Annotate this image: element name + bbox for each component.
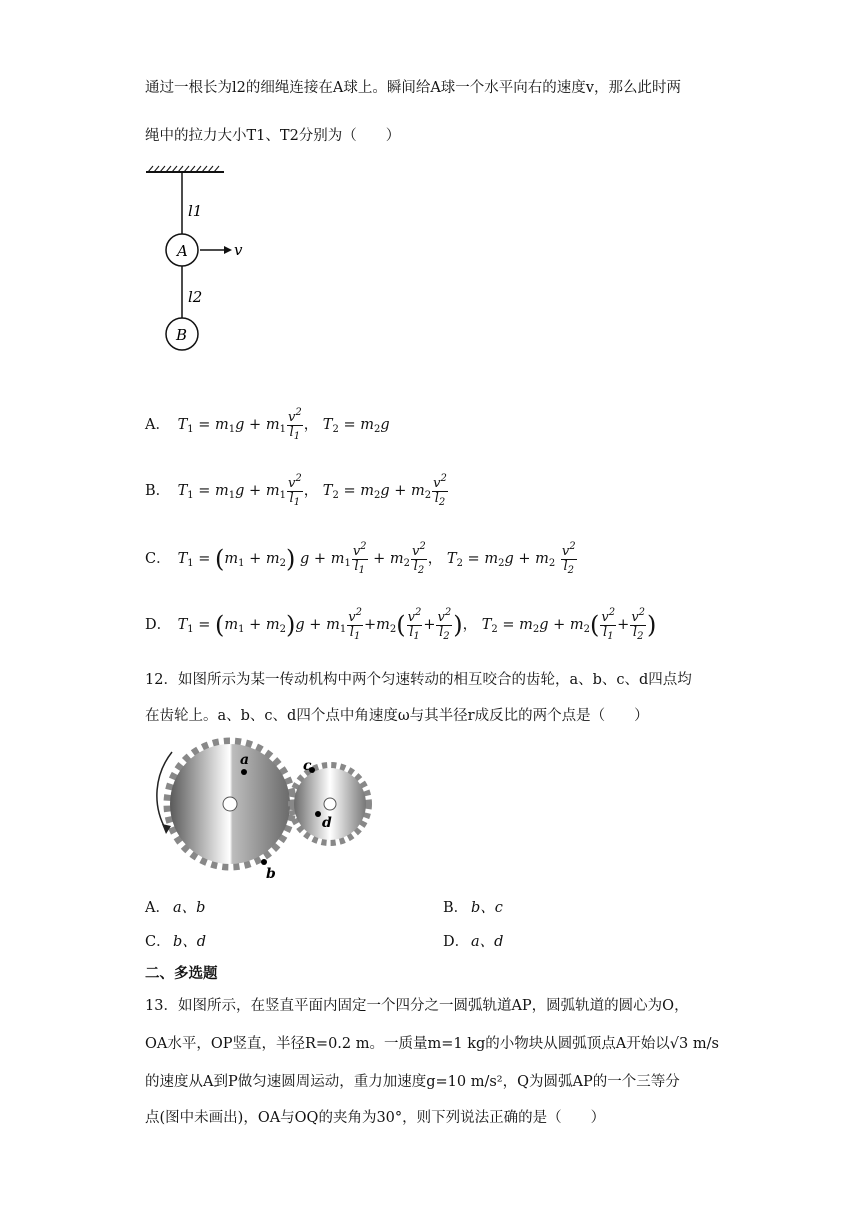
q11-option-b[interactable]: B． $T_1 = m_1g + m_1$ $\frac{v^2}{l_1}$ ， $T_2 = m_2g + m_2$ $\frac{v^2}{l_2}$ [145, 473, 447, 508]
q11-stem-line-2: 绳中的拉力大小T1、T2分别为（ ） [145, 128, 401, 144]
q13-stem-line-4: 点(图中未画出)，OA与OQ的夹角为30°，则下列说法正确的是（ ） [145, 1110, 606, 1126]
label-l2: l2 [188, 288, 203, 306]
q13-stem-line-3: 的速度从A到P做匀速圆周运动，重力加速度g=10 m/s²，Q为圆弧AP的一个三等分 [145, 1074, 680, 1090]
q12-option-a[interactable]: A． a、b [145, 900, 206, 916]
label-b: b [266, 866, 276, 882]
point-a [241, 769, 247, 775]
q11-option-d[interactable]: D． $T_1 = (m_1 + m_2)g + m_1$ $\frac{v^2}{l_1}$ $+m_2$( $\frac{v^2}{l_1}$ + $\frac{v^2}{l_2}$ )， $T_2 = m_2g + m_2$( $\frac{v^2}{l_1}$ + $\frac{v^2}{l_2}$ ) [145, 607, 657, 642]
label-c: c [303, 758, 312, 774]
q12-stem-line-2: 在齿轮上。a、b、c、d四个点中角速度ω与其半径r成反比的两个点是（ ） [145, 708, 649, 724]
label-l1: l1 [188, 202, 203, 220]
q12-gears-figure [140, 734, 380, 884]
label-d: d [322, 815, 332, 831]
big-gear [168, 742, 292, 866]
q12-option-d[interactable]: D． a、d [443, 934, 504, 950]
q12-option-b[interactable]: B． b、c [443, 900, 503, 916]
section-heading-multiple-choice: 二、多选题 [145, 965, 218, 982]
point-b [261, 859, 267, 865]
ceiling [146, 166, 224, 172]
q11-stem-line-1: 通过一根长为l2的细绳连接在A球上。瞬间给A球一个水平向右的速度v，那么此时两 [145, 80, 681, 96]
label-ball-b: B [176, 326, 188, 344]
label-ball-a: A [177, 242, 188, 260]
q12-option-c[interactable]: C． b、d [145, 934, 207, 950]
point-d [315, 811, 321, 817]
label-a: a [240, 752, 250, 768]
label-velocity: v [234, 241, 243, 259]
q11-option-c[interactable]: C． $T_1 = (m_1 + m_2) g + m_1$ $\frac{v^2}{l_1}$ + $m_2$ $\frac{v^2}{l_2}$ ， $T_2 = m_2g + m_2$ $\frac{v^2}{l_2}$ [145, 541, 576, 576]
q12-stem-line-1: 12．如图所示为某一传动机构中两个匀速转动的相互咬合的齿轮，a、b、c、d四点均 [145, 672, 692, 688]
q11-option-a[interactable]: A． $T_1 = m_1g + m_1$ $\frac{v^2}{l_1}$ ， $T_2 = m_2g$ [145, 407, 390, 442]
q13-stem-line-2: OA水平，OP竖直，半径R=0.2 m。一质量m=1 kg的小物块从圆弧顶点A开始以√3 m/s [145, 1036, 719, 1052]
q13-stem-line-1: 13．如图所示，在竖直平面内固定一个四分之一圆弧轨道AP，圆弧轨道的圆心为O， [145, 998, 689, 1014]
q11-pendulum-figure [140, 160, 270, 360]
